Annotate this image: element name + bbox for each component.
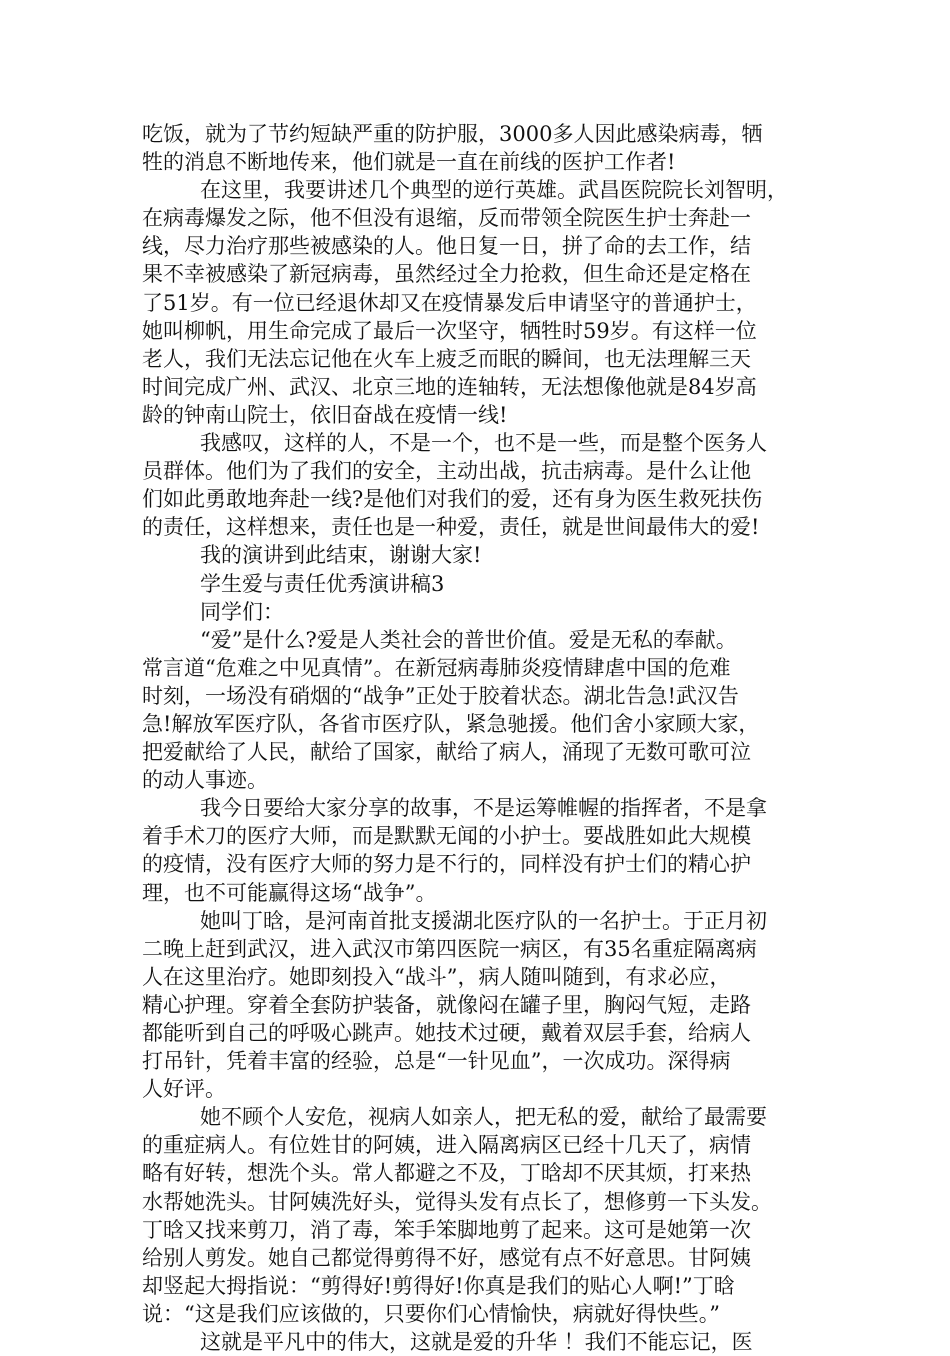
text-line: 二晚上赶到武汉，进入武汉市第四医院一病区，有35名重症隔离病 — [142, 936, 757, 961]
text-line: 时刻，一场没有硝烟的“战争”正处于胶着状态。湖北告急!武汉告 — [142, 683, 739, 708]
text-line: 学生爱与责任优秀演讲稿3 — [200, 571, 445, 596]
text-line: 同学们： — [200, 599, 284, 624]
text-line: 急!解放军医疗队，各省市医疗队，紧急驰援。他们舍小家顾大家， — [142, 711, 760, 736]
text-line: 的责任，这样想来，责任也是一种爱，责任，就是世间最伟大的爱! — [142, 515, 760, 540]
text-line: 牲的消息不断地传来，他们就是一直在前线的医护工作者! — [142, 150, 676, 175]
text-line: 我感叹，这样的人，不是一个，也不是一些，而是整个医务人 — [200, 431, 767, 456]
text-line: 把爱献给了人民，献给了国家，献给了病人，涌现了无数可歌可泣 — [142, 740, 751, 765]
text-line: 常言道“危难之中见真情”。在新冠病毒肺炎疫情肆虐中国的危难 — [142, 655, 731, 680]
text-line: 人在这里治疗。她即刻投入“战斗”，病人随叫随到，有求必应， — [142, 964, 731, 989]
text-line: 龄的钟南山院士，依旧奋战在疫情一线! — [142, 402, 508, 427]
text-line: 略有好转，想洗个头。常人都避之不及，丁晗却不厌其烦，打来热 — [142, 1161, 751, 1186]
text-line: 着手术刀的医疗大师，而是默默无闻的小护士。要战胜如此大规模 — [142, 824, 751, 849]
text-line: 丁晗又找来剪刀，消了毒，笨手笨脚地剪了起来。这可是她第一次 — [142, 1217, 751, 1242]
text-line: 我今日要给大家分享的故事，不是运筹帷幄的指挥者，不是拿 — [200, 796, 767, 821]
text-line: 老人，我们无法忘记他在火车上疲乏而眠的瞬间，也无法理解三天 — [142, 346, 751, 371]
text-line: 吃饭，就为了节约短缺严重的防护服，3000多人因此感染病毒，牺 — [142, 122, 763, 146]
document-body — [142, 120, 812, 1356]
text-line: 她叫柳帆，用生命完成了最后一次坚守，牺牲时59岁。有这样一位 — [142, 318, 757, 343]
text-line: 在病毒爆发之际，他不但没有退缩，反而带领全院医生护士奔赴一 — [142, 206, 751, 231]
text-line: 这就是平凡中的伟大，这就是爱的升华 ！我们不能忘记，医 — [200, 1330, 753, 1355]
text-line: 的疫情，没有医疗大师的努力是不行的，同样没有护士们的精心护 — [142, 852, 751, 877]
text-line: 水帮她洗头。甘阿姨洗好头，觉得头发有点长了，想修剪一下头发。 — [142, 1189, 772, 1214]
text-line: 在这里，我要讲述几个典型的逆行英雄。武昌医院院长刘智明， — [200, 178, 788, 203]
text-line: 们如此勇敢地奔赴一线?是他们对我们的爱，还有身为医生救死扶伤 — [142, 487, 763, 512]
text-line: 打吊针，凭着丰富的经验，总是“一针见血”，一次成功。深得病 — [142, 1049, 731, 1074]
text-line: 了51岁。有一位已经退休却又在疫情暴发后申请坚守的普通护士， — [142, 290, 757, 315]
text-line: 却竖起大拇指说：“剪得好!剪得好!你真是我们的贴心人啊!”丁晗 — [142, 1273, 735, 1298]
text-line: 员群体。他们为了我们的安全，主动出战，抗击病毒。是什么让他 — [142, 459, 751, 484]
text-line: 她不顾个人安危，视病人如亲人，把无私的爱，献给了最需要 — [200, 1105, 767, 1130]
text-line: 说：“这是我们应该做的，只要你们心情愉快，病就好得快些。” — [142, 1301, 720, 1326]
text-line: 人好评。 — [142, 1077, 226, 1102]
text-line: 理，也不可能赢得这场“战争”。 — [142, 880, 437, 905]
text-line: “爱”是什么?爱是人类社会的普世价值。爱是无私的奉献。 — [200, 627, 737, 652]
text-line: 果不幸被感染了新冠病毒，虽然经过全力抢救，但生命还是定格在 — [142, 262, 751, 287]
text-line: 线，尽力治疗那些被感染的人。他日复一日，拼了命的去工作，结 — [142, 234, 751, 259]
text-line: 的动人事迹。 — [142, 768, 268, 793]
text-line: 精心护理。穿着全套防护装备，就像闷在罐子里，胸闷气短，走路 — [142, 992, 751, 1017]
text-line: 给别人剪发。她自己都觉得剪得不好，感觉有点不好意思。甘阿姨 — [142, 1245, 751, 1270]
text-line: 都能听到自己的呼吸心跳声。她技术过硬，戴着双层手套，给病人 — [142, 1021, 751, 1045]
text-line: 时间完成广州、武汉、北京三地的连轴转，无法想像他就是84岁高 — [142, 374, 757, 399]
text-line: 的重症病人。有位姓甘的阿姨，进入隔离病区已经十几天了，病情 — [142, 1133, 751, 1158]
text-line: 我的演讲到此结束，谢谢大家! — [200, 543, 482, 568]
text-line: 她叫丁晗，是河南首批支援湖北医疗队的一名护士。于正月初 — [200, 908, 767, 933]
